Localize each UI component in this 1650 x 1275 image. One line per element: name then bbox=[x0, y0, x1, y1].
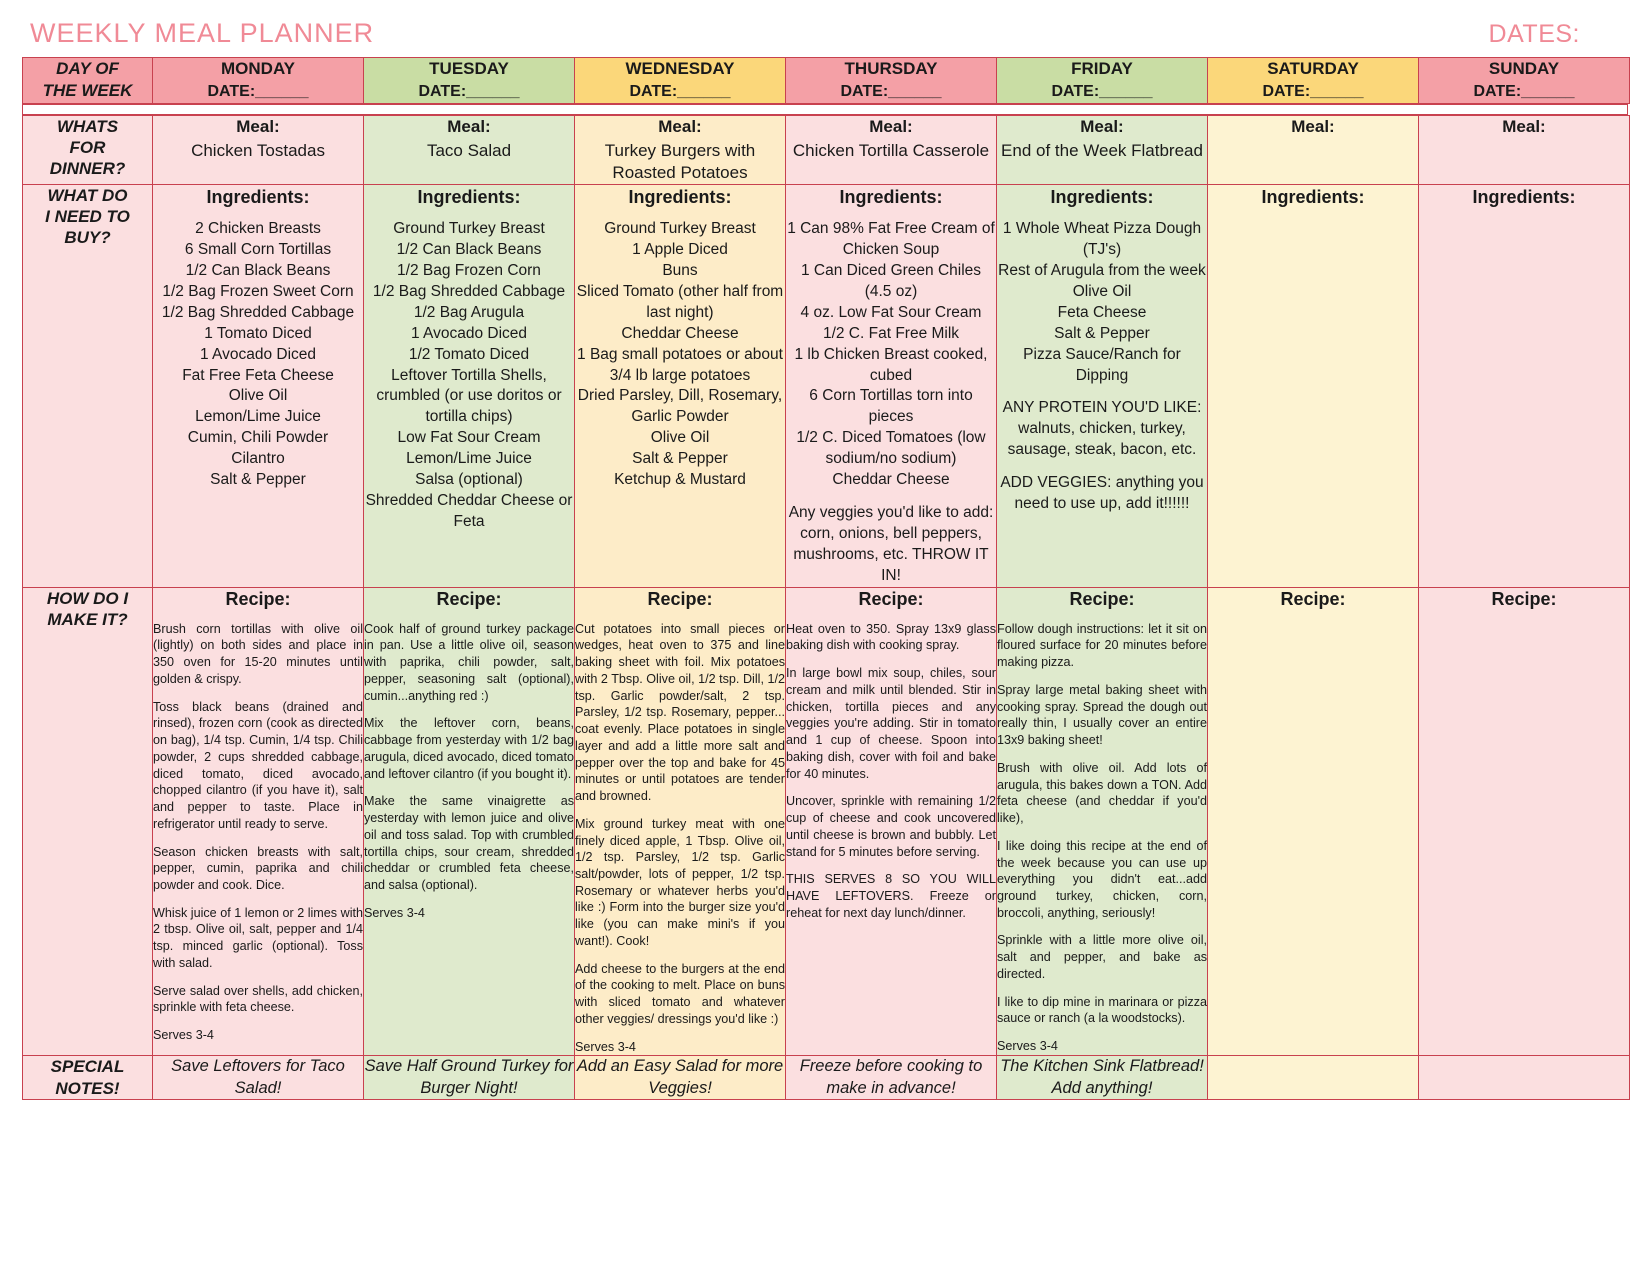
ingredient-item: Shredded Cheddar Cheese or Feta bbox=[365, 492, 573, 531]
column-header-thursday bbox=[786, 58, 997, 104]
ingredient-item: 1 Avocado Diced bbox=[410, 324, 528, 342]
ingredients-tuesday[interactable] bbox=[364, 184, 575, 587]
dinner-saturday[interactable] bbox=[1208, 115, 1419, 184]
recipe-wednesday[interactable] bbox=[575, 587, 786, 1056]
ingredient-item: Rest of Arugula from the week bbox=[998, 261, 1206, 279]
day-date-monday[interactable]: DATE:______ bbox=[207, 82, 309, 100]
note-monday[interactable]: Save Leftovers for Taco Salad! bbox=[153, 1056, 364, 1100]
ingredient-spacer bbox=[997, 386, 1207, 398]
ingredient-item: Ground Turkey Breast bbox=[604, 220, 756, 238]
day-name-tuesday: TUESDAY bbox=[429, 59, 509, 78]
ingredient-item: Pizza Sauce/Ranch for Dipping bbox=[1023, 345, 1181, 384]
recipe-paragraph: In large bowl mix soup, chiles, sour cream and milk until blended. Stir in chicken, tortilla pieces and any veggies you're adding. Stir in tomato and 1 cup of cheese. Spoon into baking dish, cover with foil and bake for 40 minutes. bbox=[786, 666, 996, 781]
ingredient-item: Feta Cheese bbox=[1057, 303, 1147, 321]
day-name-thursday: THURSDAY bbox=[844, 59, 938, 78]
day-date-wednesday[interactable]: DATE:______ bbox=[629, 82, 731, 100]
ingredient-item: Cilantro bbox=[231, 450, 285, 468]
recipe-kicker: Recipe: bbox=[225, 588, 291, 609]
column-header-wednesday bbox=[575, 58, 786, 104]
ingredient-item: 1 Whole Wheat Pizza Dough (TJ's) bbox=[1002, 220, 1202, 259]
row-label-notes-line2: NOTES! bbox=[55, 1078, 120, 1098]
note-tuesday[interactable]: Save Half Ground Turkey for Burger Night! bbox=[364, 1056, 575, 1100]
recipe-serves: Serves 3-4 bbox=[575, 1039, 636, 1054]
dinner-kicker: Meal: bbox=[658, 116, 702, 136]
ingredient-item: 1/2 Bag Frozen Corn bbox=[397, 261, 541, 279]
weekly-planner-table bbox=[22, 57, 1630, 104]
dinner-wednesday[interactable] bbox=[575, 115, 786, 184]
recipe-paragraph: Heat oven to 350. Spray 13x9 glass baking dish with cooking spray. bbox=[786, 621, 996, 653]
ingredient-item: Olive Oil bbox=[228, 387, 288, 405]
dinner-value-wednesday: Turkey Burgers with Roasted Potatoes bbox=[604, 140, 756, 182]
ingredient-item: 1/2 C. Diced Tomatoes (low sodium/no sodium) bbox=[796, 429, 986, 468]
recipe-thursday[interactable] bbox=[786, 587, 997, 1056]
recipe-paragraph: Follow dough instructions: let it sit on floured surface for 20 minutes before making pizza. bbox=[997, 621, 1207, 670]
ingredient-item: 1 Bag small potatoes or about 3/4 lb large potatoes bbox=[577, 345, 783, 384]
dinner-kicker: Meal: bbox=[447, 116, 491, 136]
row-label-dinner bbox=[23, 115, 153, 184]
recipe-paragraph: Cook half of ground turkey package in pan. Use a little olive oil, season with paprika, chili powder, salt, pepper, seasoning salt (optional), cumin...anything red :) bbox=[364, 621, 574, 703]
ingredient-item: Salsa (optional) bbox=[415, 471, 523, 489]
dinner-sunday[interactable] bbox=[1419, 115, 1630, 184]
ingredient-item: Buns bbox=[662, 261, 698, 279]
day-name-saturday: SATURDAY bbox=[1267, 59, 1359, 78]
header-day-of-week bbox=[23, 58, 153, 104]
header-day-of-week-line2: THE WEEK bbox=[42, 81, 133, 101]
ingredients-kicker: Ingredients: bbox=[206, 186, 310, 207]
row-label-dinner-line3: DINNER? bbox=[49, 159, 126, 179]
recipe-monday[interactable] bbox=[153, 587, 364, 1056]
row-ingredients bbox=[23, 184, 1630, 587]
day-name-wednesday: WEDNESDAY bbox=[625, 59, 735, 78]
ingredient-spacer bbox=[786, 491, 996, 503]
recipe-paragraph: Season chicken breasts with salt, pepper, cumin, paprika and chili powder and cook. Dice. bbox=[153, 844, 363, 892]
ingredient-item: 1 lb Chicken Breast cooked, cubed bbox=[794, 345, 988, 384]
ingredient-item: 1/2 Bag Shredded Cabbage bbox=[372, 282, 566, 300]
ingredient-item: 6 Small Corn Tortillas bbox=[184, 241, 332, 259]
recipe-kicker: Recipe: bbox=[858, 588, 924, 609]
recipe-paragraph: Whisk juice of 1 lemon or 2 limes with 2 tbsp. Olive oil, salt, pepper and 1/4 tsp. minced garlic (optional). Toss with salad. bbox=[153, 905, 363, 970]
row-label-recipe bbox=[23, 587, 153, 1056]
ingredients-sunday[interactable] bbox=[1419, 184, 1630, 587]
dinner-friday[interactable] bbox=[997, 115, 1208, 184]
column-header-sunday bbox=[1419, 58, 1630, 104]
header-day-of-week-line1: DAY OF bbox=[56, 59, 119, 78]
ingredients-wednesday[interactable] bbox=[575, 184, 786, 587]
ingredient-item: Salt & Pepper bbox=[632, 450, 728, 468]
ingredient-item: 1 Avocado Diced bbox=[199, 345, 317, 363]
row-label-ingredients-line3: BUY? bbox=[64, 228, 111, 248]
ingredients-kicker: Ingredients: bbox=[417, 186, 521, 207]
ingredient-item: 1/2 Bag Arugula bbox=[413, 303, 525, 321]
dinner-tuesday[interactable] bbox=[364, 115, 575, 184]
recipe-paragraph: Serve salad over shells, add chicken, sprinkle with feta cheese. bbox=[153, 983, 363, 1015]
recipe-kicker: Recipe: bbox=[1280, 588, 1346, 609]
recipe-tuesday[interactable] bbox=[364, 587, 575, 1056]
dinner-thursday[interactable] bbox=[786, 115, 997, 184]
row-label-recipe-line2: MAKE IT? bbox=[47, 610, 128, 630]
ingredient-item: 1/2 Can Black Beans bbox=[396, 241, 542, 259]
ingredient-item: 1 Can Diced Green Chiles (4.5 oz) bbox=[800, 261, 982, 300]
day-date-tuesday[interactable]: DATE:______ bbox=[418, 82, 520, 100]
recipe-paragraph: Brush corn tortillas with olive oil (lightly) on both sides and place in 350 oven for 15-20 minutes until golden & crispy. bbox=[153, 621, 363, 686]
dinner-value-friday: End of the Week Flatbread bbox=[1001, 140, 1203, 160]
spacer-table bbox=[22, 104, 1628, 115]
ingredient-item: Lemon/Lime Juice bbox=[195, 408, 321, 426]
ingredients-thursday[interactable] bbox=[786, 184, 997, 587]
recipe-kicker: Recipe: bbox=[1069, 588, 1135, 609]
ingredient-item: Salt & Pepper bbox=[210, 471, 306, 489]
recipe-saturday[interactable] bbox=[1208, 587, 1419, 1056]
ingredient-item: Dried Parsley, Dill, Rosemary, Garlic Powder bbox=[577, 387, 783, 426]
recipe-paragraph: Mix the leftover corn, beans, cabbage from yesterday with 1/2 bag arugula, diced avocado, diced tomato and leftover cilantro (if you bought it). bbox=[364, 716, 574, 781]
day-date-friday[interactable]: DATE:______ bbox=[1051, 82, 1153, 100]
ingredient-item: Lemon/Lime Juice bbox=[406, 450, 532, 468]
ingredient-item: ADD VEGGIES: anything you need to use up, add it!!!!!! bbox=[1000, 474, 1204, 513]
recipe-paragraph: Cut potatoes into small pieces or wedges, heat oven to 375 and line baking sheet with foil. Mix potatoes with 2 Tbsp. Olive oil, 1/2 tsp. Dill, 1/2 tsp. Garlic powder/salt, 2 tsp. Parsley, 1/2 tsp. Rosemary, pepper... coat evenly. Place potatoes in single layer and add a little more salt and pepper over the top and bake for 45 minutes or until potatoes are tender and browned. bbox=[575, 621, 785, 804]
row-label-notes bbox=[23, 1056, 153, 1100]
row-label-dinner-line2: FOR bbox=[69, 137, 106, 157]
ingredient-item: Leftover Tortilla Shells, crumbled (or use doritos or tortilla chips) bbox=[376, 366, 562, 426]
row-label-recipe-line1: HOW DO I bbox=[46, 588, 129, 608]
ingredient-spacer bbox=[997, 461, 1207, 473]
column-header-saturday bbox=[1208, 58, 1419, 104]
day-name-friday: FRIDAY bbox=[1071, 59, 1133, 78]
ingredient-item: Low Fat Sour Cream bbox=[397, 429, 541, 447]
dinner-value-monday: Chicken Tostadas bbox=[191, 140, 325, 160]
recipe-paragraph: Brush with olive oil. Add lots of arugula, this bakes down a TON. Add feta cheese (and cheddar if you'd like), bbox=[997, 760, 1207, 826]
note-wednesday[interactable]: Add an Easy Salad for more Veggies! bbox=[575, 1056, 786, 1100]
recipe-paragraph: Spray large metal baking sheet with cooking spray. Spread the dough out really thin, I usually cover an entire 13x9 baking sheet! bbox=[997, 682, 1207, 748]
dinner-kicker: Meal: bbox=[869, 116, 913, 136]
note-saturday[interactable] bbox=[1208, 1056, 1419, 1100]
ingredient-item: Ground Turkey Breast bbox=[393, 220, 545, 238]
ingredients-kicker: Ingredients: bbox=[1472, 186, 1576, 207]
row-label-ingredients-line1: WHAT DO bbox=[47, 185, 128, 205]
ingredients-kicker: Ingredients: bbox=[1261, 186, 1365, 207]
row-special-notes bbox=[23, 1056, 1630, 1100]
row-label-dinner-line1: WHATS bbox=[56, 116, 119, 136]
dinner-value-thursday: Chicken Tortilla Casserole bbox=[792, 140, 990, 160]
ingredient-item: 1/2 Tomato Diced bbox=[408, 345, 530, 363]
recipe-kicker: Recipe: bbox=[1491, 588, 1557, 609]
ingredient-item: Ketchup & Mustard bbox=[614, 471, 746, 489]
ingredient-item: Cumin, Chili Powder bbox=[187, 429, 329, 447]
table-header-row bbox=[23, 58, 1630, 104]
day-date-thursday[interactable]: DATE:______ bbox=[840, 82, 942, 100]
dinner-kicker: Meal: bbox=[1502, 116, 1546, 136]
column-header-tuesday bbox=[364, 58, 575, 104]
recipe-paragraph: Add cheese to the burgers at the end of the cooking to melt. Place on buns with sliced tomato and whatever other veggies/ dressings you'd like :) bbox=[575, 961, 785, 1026]
row-recipe bbox=[23, 587, 1630, 1056]
ingredient-item: Salt & Pepper bbox=[1054, 324, 1150, 342]
ingredients-monday[interactable] bbox=[153, 184, 364, 587]
spacer-cell bbox=[23, 104, 1628, 114]
recipe-kicker: Recipe: bbox=[436, 588, 502, 609]
ingredient-item: Olive Oil bbox=[650, 429, 710, 447]
recipe-serves: Serves 3-4 bbox=[364, 905, 425, 920]
recipe-paragraph: THIS SERVES 8 SO YOU WILL HAVE LEFTOVERS. Freeze or reheat for next day lunch/dinner. bbox=[786, 872, 996, 920]
recipe-paragraph: Uncover, sprinkle with remaining 1/2 cup of cheese and cook uncovered until cheese is brown and bubbly. Let stand for 5 minutes before serving. bbox=[786, 794, 996, 859]
ingredients-kicker: Ingredients: bbox=[628, 186, 732, 207]
recipe-paragraph: Mix ground turkey meat with one finely diced apple, 1 Tbsp. Olive oil, 1/2 tsp. Parsley, 1/2 tsp. Garlic salt/powder, lots of pepper, 1/2 tsp. Rosemary or whatever herbs you'd like :) Form into the burger size you'd like (you can make mini's if you want!). Cook! bbox=[575, 816, 785, 948]
ingredient-item: 1/2 Can Black Beans bbox=[185, 261, 331, 279]
row-label-ingredients bbox=[23, 184, 153, 587]
ingredients-saturday[interactable] bbox=[1208, 184, 1419, 587]
ingredient-item: 6 Corn Tortillas torn into pieces bbox=[809, 387, 973, 426]
note-sunday[interactable] bbox=[1419, 1056, 1630, 1100]
recipe-paragraph: Sprinkle with a little more olive oil, salt and pepper, and bake as directed. bbox=[997, 933, 1207, 981]
ingredient-item: Cheddar Cheese bbox=[832, 471, 950, 489]
ingredient-item: Fat Free Feta Cheese bbox=[182, 366, 334, 384]
ingredient-item: ANY PROTEIN YOU'D LIKE: walnuts, chicken, turkey, sausage, steak, bacon, etc. bbox=[1002, 399, 1202, 459]
day-date-saturday[interactable]: DATE:______ bbox=[1262, 82, 1364, 100]
page-header bbox=[22, 16, 1628, 57]
recipe-paragraph: I like doing this recipe at the end of the week because you can use up everything you didn't eat...add ground turkey, chicken, corn, broccoli, anything, seriously! bbox=[997, 838, 1207, 920]
page-title: WEEKLY MEAL PLANNER bbox=[30, 18, 375, 48]
ingredient-item: Sliced Tomato (other half from last night) bbox=[576, 282, 784, 321]
row-label-notes-line1: SPECIAL bbox=[50, 1057, 125, 1077]
dinner-kicker: Meal: bbox=[1080, 116, 1124, 136]
ingredient-item: 4 oz. Low Fat Sour Cream bbox=[800, 303, 982, 321]
weekly-planner-body bbox=[22, 115, 1630, 1101]
note-thursday[interactable]: Freeze before cooking to make in advance! bbox=[786, 1056, 997, 1100]
day-name-sunday: SUNDAY bbox=[1488, 59, 1560, 78]
recipe-paragraph: Toss black beans (drained and rinsed), frozen corn (cook as directed on bag), 1/4 tsp. Cumin, 1/4 tsp. Chili powder, 2 cups shredded cabbage, diced tomato, diced avocado, chopped cilantro (if you have it), salt and pepper to taste. Place in refrigerator until ready to serve. bbox=[153, 699, 363, 831]
ingredients-friday[interactable] bbox=[997, 184, 1208, 587]
recipe-kicker: Recipe: bbox=[647, 588, 713, 609]
ingredient-item: Cheddar Cheese bbox=[621, 324, 739, 342]
recipe-paragraph: Make the same vinaigrette as yesterday with lemon juice and olive oil and toss salad. Top with crumbled tortilla chips, sour cream, shredded cheddar or crumbled feta cheese, and salsa (optional). bbox=[364, 794, 574, 892]
ingredient-item: Any veggies you'd like to add: corn, onions, bell peppers, mushrooms, etc. THROW IT IN! bbox=[788, 504, 994, 584]
ingredient-item: 1/2 Bag Frozen Sweet Corn bbox=[162, 282, 354, 300]
ingredients-kicker: Ingredients: bbox=[839, 186, 943, 207]
dinner-value-tuesday: Taco Salad bbox=[426, 140, 512, 160]
ingredient-item: 1/2 C. Fat Free Milk bbox=[822, 324, 960, 342]
ingredient-item: Olive Oil bbox=[1072, 282, 1132, 300]
recipe-sunday[interactable] bbox=[1419, 587, 1630, 1056]
row-label-ingredients-line2: I NEED TO bbox=[45, 207, 130, 227]
day-date-sunday[interactable]: DATE:______ bbox=[1473, 82, 1575, 100]
recipe-serves: Serves 3-4 bbox=[153, 1028, 214, 1043]
dinner-kicker: Meal: bbox=[236, 116, 280, 136]
ingredients-kicker: Ingredients: bbox=[1050, 186, 1154, 207]
recipe-serves: Serves 3-4 bbox=[997, 1039, 1058, 1054]
ingredient-item: 1 Can 98% Fat Free Cream of Chicken Soup bbox=[787, 220, 995, 259]
dinner-monday[interactable] bbox=[153, 115, 364, 184]
column-header-friday bbox=[997, 58, 1208, 104]
recipe-friday[interactable] bbox=[997, 587, 1208, 1056]
note-friday[interactable]: The Kitchen Sink Flatbread! Add anything! bbox=[997, 1056, 1208, 1100]
dinner-kicker: Meal: bbox=[1291, 116, 1335, 136]
ingredient-item: 1/2 Bag Shredded Cabbage bbox=[161, 303, 355, 321]
ingredient-item: 1 Tomato Diced bbox=[204, 324, 312, 342]
ingredient-item: 1 Apple Diced bbox=[632, 241, 728, 259]
column-header-monday bbox=[153, 58, 364, 104]
dates-label: DATES: bbox=[1488, 20, 1580, 48]
row-dinner bbox=[23, 115, 1630, 184]
day-name-monday: MONDAY bbox=[221, 59, 295, 78]
ingredient-item: 2 Chicken Breasts bbox=[195, 220, 321, 238]
recipe-paragraph: I like to dip mine in marinara or pizza sauce or ranch (a la woodstocks). bbox=[997, 994, 1207, 1026]
